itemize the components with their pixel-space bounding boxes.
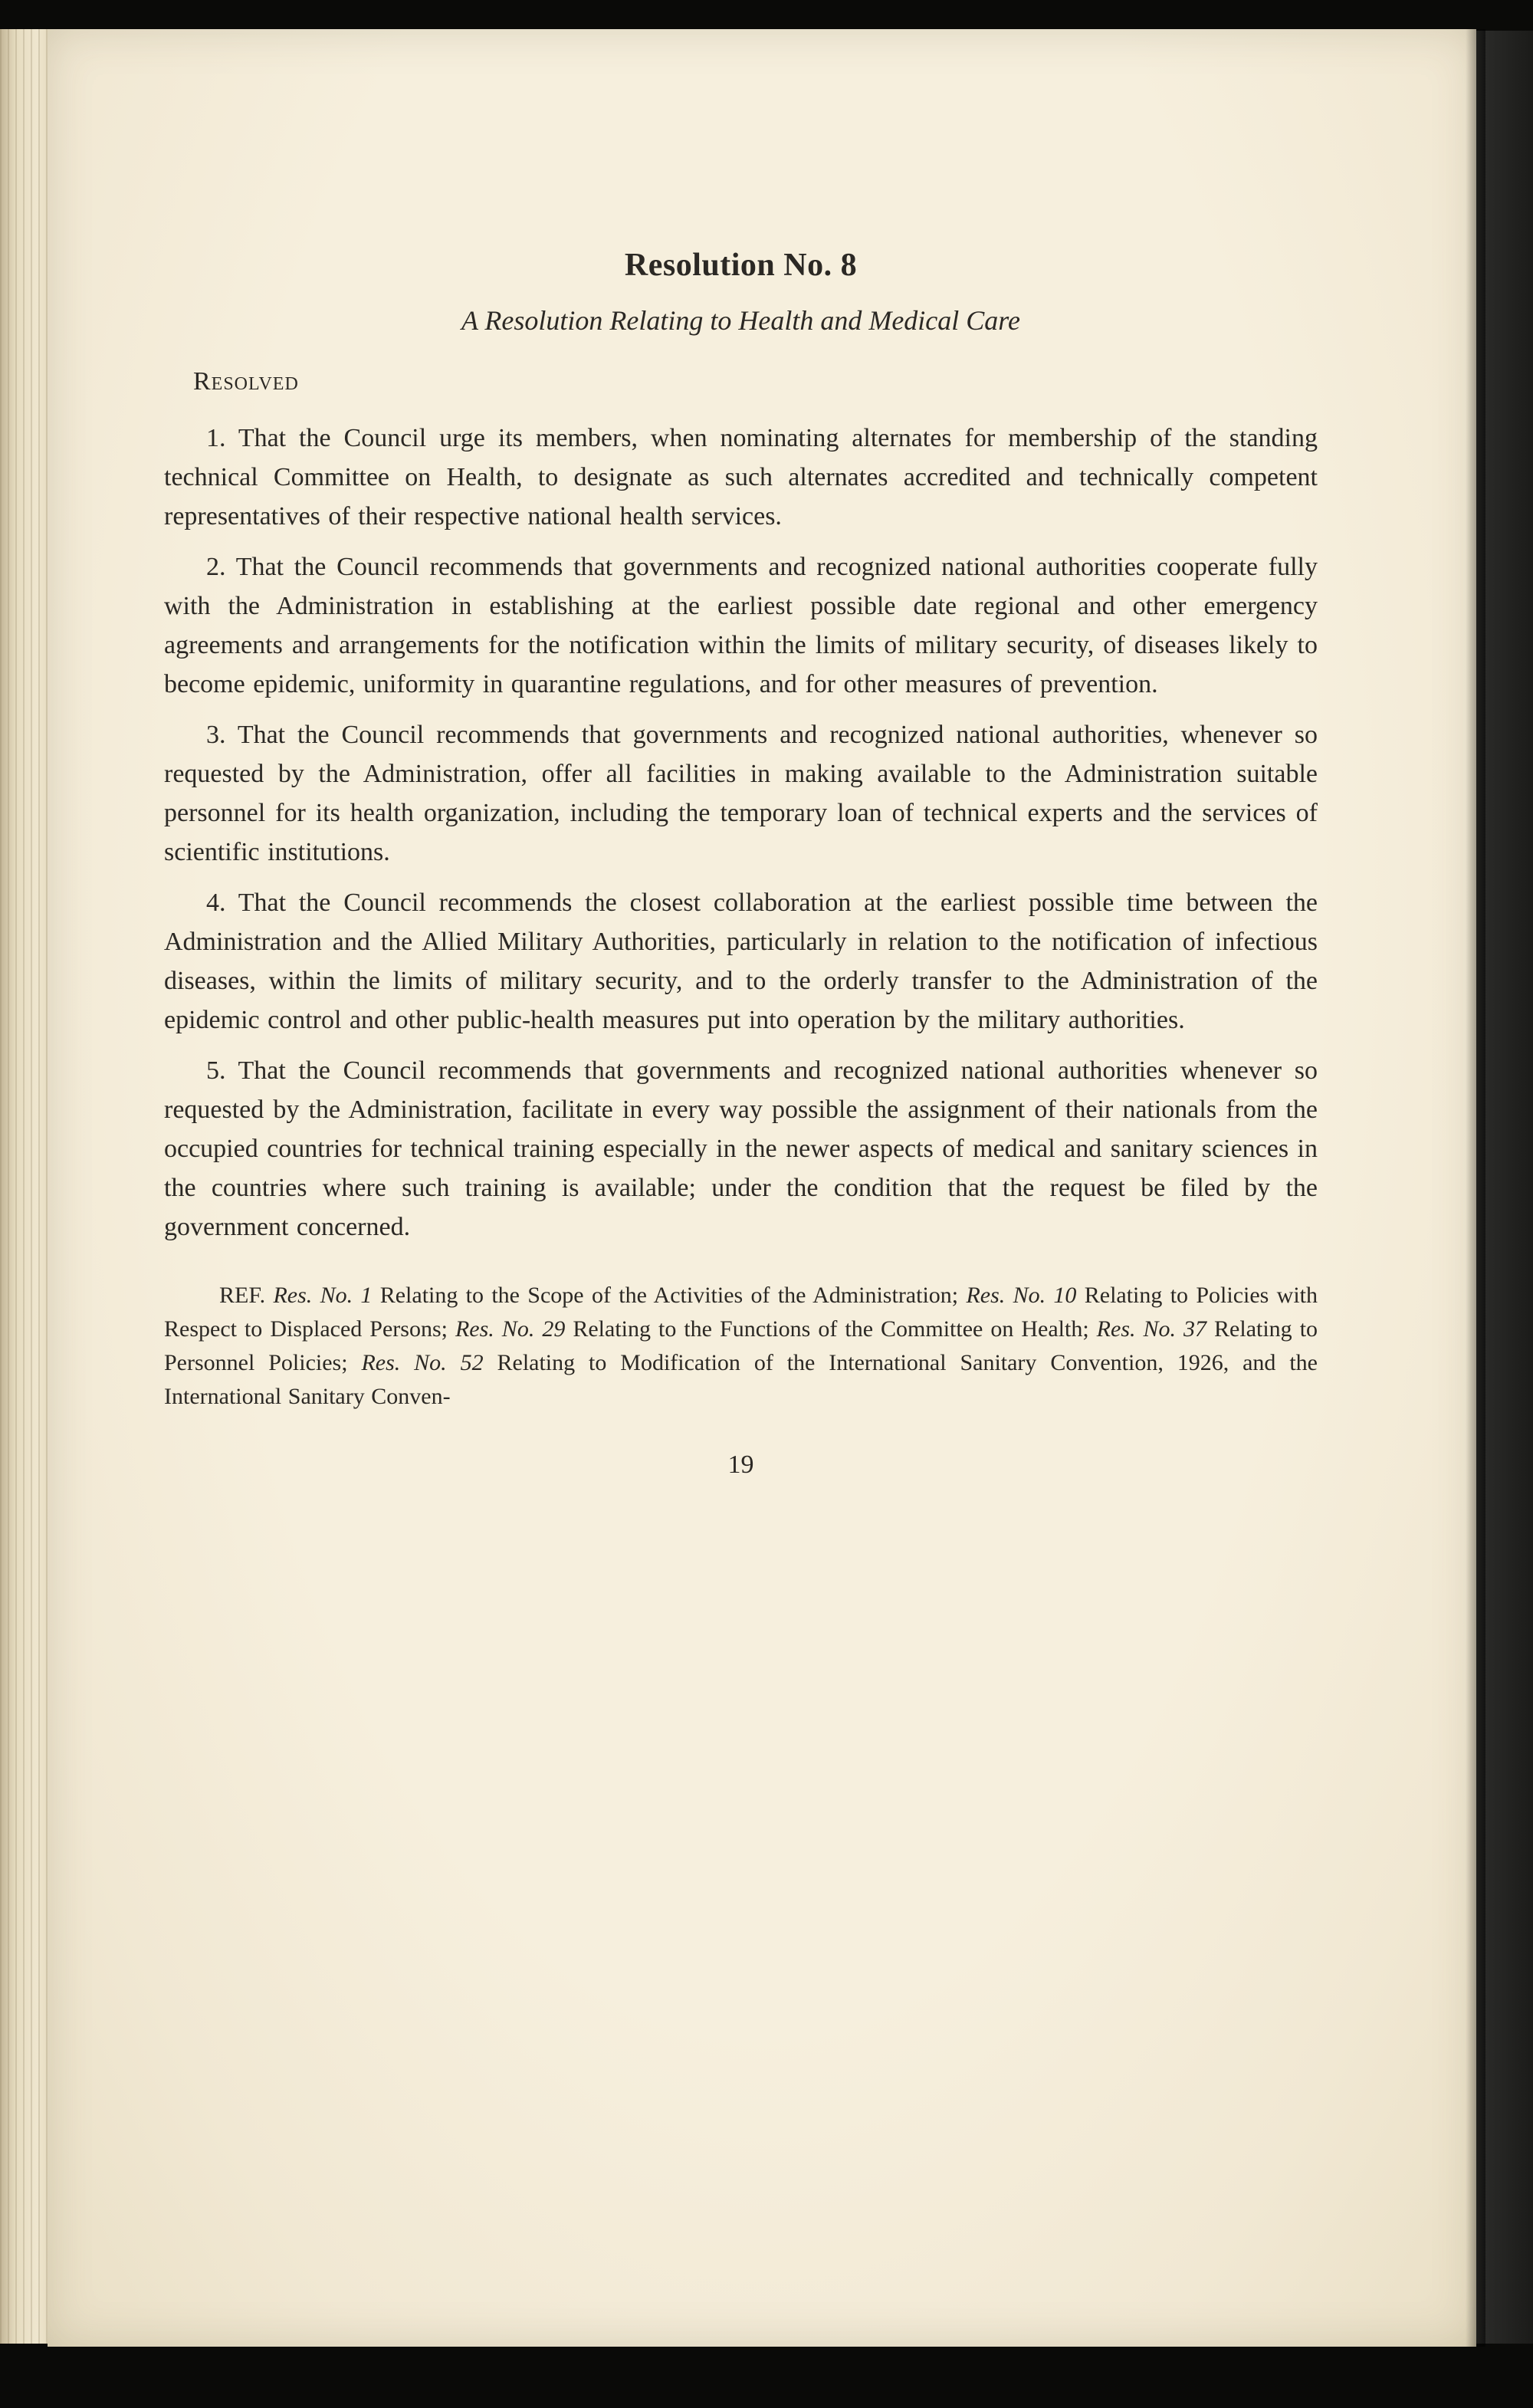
ref-text-4: Relating to Personnel Policies;	[164, 1316, 1318, 1375]
ref-text-5: Relating to Modification of the International Sanitary Convention, 1926, and the International Sanitary Conven-	[164, 1350, 1318, 1409]
resolution-subtitle: A Resolution Relating to Health and Medical Care	[461, 305, 1020, 336]
ref-text-3: Relating to the Functions of the Committee on Health;	[565, 1316, 1097, 1342]
resolution-clause-3: 3. That the Council recommends that governments and recognized national authorities, whenever so requested by the Administration, offer all facilities in making available to the Administration suitable personnel for its health organization, including the temporary loan of technical experts and the services of scientific institutions.	[164, 721, 1318, 866]
resolution-clause-5: 5. That the Council recommends that governments and recognized national authorities whenever so requested by the Administration, facilitate in every way possible the assignment of their nationals from the occupied countries for technical training especially in the newer aspects of medical and sanitary sciences in the countries where such training is available; under the condition that the request be filed by the government concerned.	[164, 1056, 1318, 1241]
ref-citation-res-52: Res. No. 52	[361, 1350, 484, 1375]
scan-bottom-border	[0, 2344, 1533, 2408]
page-number: 19	[727, 1450, 754, 1479]
scan-top-border	[0, 0, 1533, 31]
page-right-shadow	[1466, 29, 1485, 2347]
resolution-clause-1: 1. That the Council urge its members, when nominating alternates for membership of the standing technical Committee on Health, to designate as such alternates accredited and technically competent representatives of their respective national health services.	[164, 424, 1318, 531]
resolution-clause-2: 2. That the Council recommends that governments and recognized national authorities cooperate fully with the Administration in establishing at the earliest possible date regional and other emergency agreements and arrangements for the notification within the limits of military security, of diseases likely to become epidemic, uniformity in quarantine regulations, and for other measures of prevention.	[164, 553, 1318, 698]
resolution-title: Resolution No. 8	[624, 248, 858, 283]
ref-citation-res-10: Res. No. 10	[966, 1283, 1077, 1308]
ref-label: REF.	[219, 1283, 274, 1308]
ref-text-1: Relating to the Scope of the Activities of the Administration;	[372, 1283, 967, 1308]
resolution-clause-4: 4. That the Council recommends the closest collaboration at the earliest possible time between the Administration and the Allied Military Authorities, particularly in relation to the notification of infectious diseases, within the limits of military security, and to the orderly transfer to the Administration of the epidemic control and other public-health measures put into operation by the military authorities.	[164, 889, 1318, 1034]
ref-citation-res-1: Res. No. 1	[273, 1283, 373, 1308]
ref-text-2: Relating to Policies with Respect to Displaced Persons;	[164, 1283, 1318, 1342]
book-page	[48, 29, 1476, 2347]
ref-citation-res-29: Res. No. 29	[455, 1316, 566, 1342]
book-page-edges	[0, 29, 54, 2347]
page-content	[164, 29, 1318, 1480]
reference-note	[164, 1279, 1318, 1414]
ref-citation-res-37: Res. No. 37	[1096, 1316, 1207, 1342]
resolved-label: Resolved	[193, 367, 299, 396]
